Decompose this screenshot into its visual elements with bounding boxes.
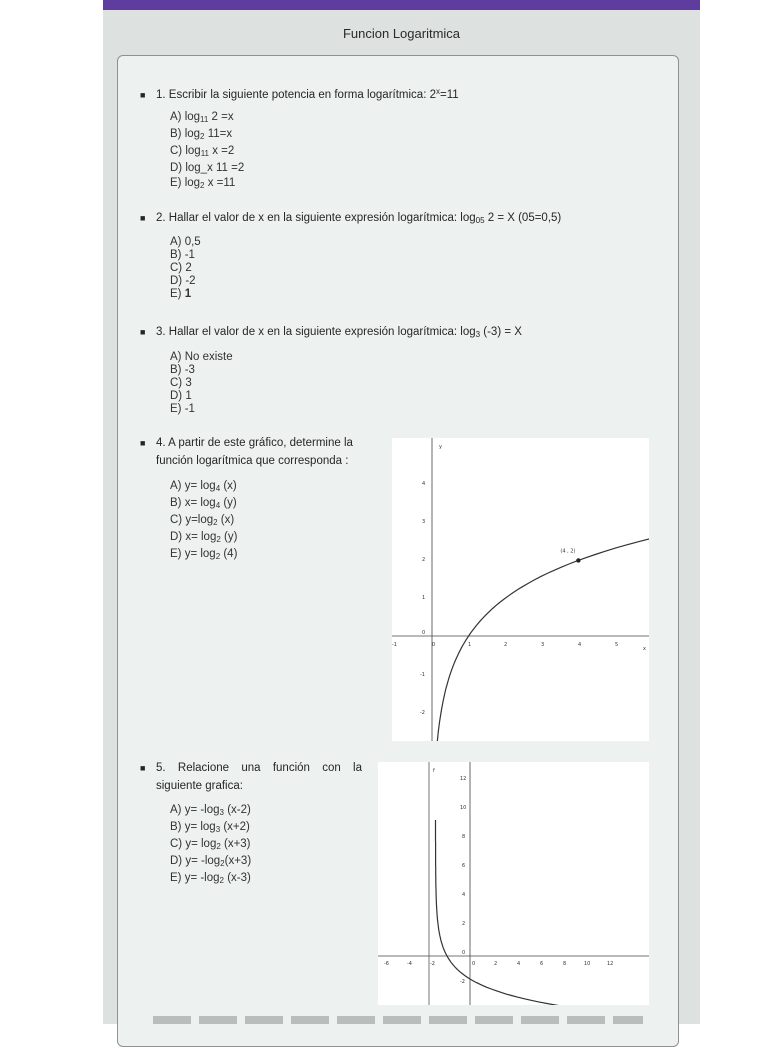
option-b[interactable]: B) $y= \log_3 (x+2)$ [170, 821, 250, 834]
x-tick: 2 [504, 642, 508, 648]
x-tick: 8 [563, 961, 567, 967]
x-tick: -4 [407, 961, 412, 967]
bullet-icon: ■ [140, 327, 146, 337]
x-tick: 4 [517, 961, 521, 967]
question-5 [140, 760, 363, 794]
question-card [117, 55, 679, 1047]
x-tick-labels [392, 642, 618, 648]
x-tick: 2 [494, 961, 498, 967]
x-tick: 4 [578, 642, 582, 648]
y-tick: 2 [422, 557, 426, 563]
question-tail: 2 = X (05=0,5) [484, 212, 562, 224]
graph-1 [392, 438, 649, 741]
y-tick: 12 [460, 776, 467, 782]
x-tick: 5 [615, 642, 619, 648]
y-tick: 1 [422, 595, 426, 601]
option-a[interactable]: A) $\log_{11} 2 =x$ [170, 111, 234, 124]
option-a[interactable]: A) No existe [170, 351, 233, 363]
log-base: 3 [475, 330, 481, 339]
option-e[interactable]: E) $y= \log_2 (4)$ [170, 548, 238, 561]
option-a[interactable]: A) $y= \log_4 (x)$ [170, 480, 237, 493]
x-axis-label: x [643, 646, 646, 652]
option-c[interactable]: C) $\log_{11} x =2$ [170, 145, 235, 158]
y-tick: 3 [422, 519, 426, 525]
y-tick-labels [420, 481, 425, 716]
question-tail: (-3) = X [480, 326, 522, 338]
x-tick: 0 [472, 961, 476, 967]
next-question-hint [153, 1016, 643, 1024]
option-e[interactable]: E) 1 [170, 288, 192, 300]
y-tick: -2 [460, 979, 465, 985]
question-text-line1: A partir de este gráfico, determine la [168, 437, 353, 449]
x-tick: 3 [541, 642, 545, 648]
log-curve [436, 820, 613, 1005]
x-tick-labels [384, 961, 613, 967]
option-c[interactable]: C) 2 [170, 262, 192, 274]
bullet-icon: ■ [140, 213, 146, 223]
y-tick-labels [460, 776, 466, 985]
question-1 [140, 87, 666, 103]
q3-options [170, 351, 233, 416]
log-base: 05 [475, 216, 485, 225]
bullet-icon: ■ [140, 438, 146, 448]
page-title: Funcion Logaritmica [342, 26, 461, 41]
question-tail: =11 [439, 89, 459, 101]
y-tick: 0 [422, 630, 426, 636]
y-tick: 8 [462, 834, 466, 840]
option-a[interactable]: A) $y= -\log_3$ (x-2) [170, 804, 251, 817]
question-text-line2: siguiente grafica: [156, 780, 243, 792]
top-accent-bar [103, 0, 700, 10]
question-text-line1: Relacione una función con la [177, 762, 363, 774]
q5-options [170, 804, 251, 885]
question-text: Hallar el valor de x en la siguiente expresión logarítmica: log [168, 326, 476, 338]
option-e[interactable]: E) $y= -\log_2$ (x-3) [170, 872, 251, 885]
option-a[interactable]: A) 0,5 [170, 236, 201, 248]
question-4 [140, 435, 376, 469]
option-e[interactable]: E) $\log_2 x =11$ [170, 177, 236, 190]
x-tick: 0 [432, 642, 436, 648]
option-c[interactable]: C) $y=\log_2$ (x) [170, 514, 235, 527]
x-tick: -2 [430, 961, 435, 967]
option-c[interactable]: C) 3 [170, 377, 192, 389]
question-2 [140, 210, 666, 226]
option-e[interactable]: E) -1 [170, 403, 195, 415]
graph-2 [378, 762, 649, 1005]
y-axis-label: f [433, 768, 435, 774]
question-number: 4. [156, 437, 166, 449]
option-d[interactable]: D) log_x 11 =2 [170, 162, 245, 174]
log-curve [435, 539, 649, 741]
exponent: x [435, 87, 440, 96]
y-tick: 4 [422, 481, 426, 487]
question-3 [140, 324, 666, 340]
option-b[interactable]: B) -1 [170, 249, 195, 261]
option-c[interactable]: C) $y= \log_2 (x+3)$ [170, 838, 251, 851]
x-tick: 1 [468, 642, 472, 648]
question-text: Escribir la siguiente potencia en forma logarítmica: 2 [168, 89, 436, 101]
y-tick: -1 [420, 672, 425, 678]
question-text-line2: función logarítmica que corresponda : [156, 455, 349, 467]
point-4-2 [576, 558, 580, 562]
y-axis-label: y [439, 444, 442, 450]
question-number: 3. [156, 326, 166, 338]
bullet-icon: ■ [140, 90, 146, 100]
y-tick: 10 [460, 805, 467, 811]
option-d[interactable]: D) -2 [170, 275, 196, 287]
question-number: 1. [156, 89, 166, 101]
x-tick: -6 [384, 961, 389, 967]
x-tick: 10 [584, 961, 591, 967]
x-tick: 6 [540, 961, 544, 967]
option-d[interactable]: D) 1 [170, 390, 192, 402]
y-tick: 4 [462, 892, 466, 898]
option-b[interactable]: B) $\log_2 11=x$ [170, 128, 233, 141]
point-label: (4 , 2) [560, 548, 576, 555]
q4-options [170, 480, 237, 561]
x-tick: 12 [607, 961, 614, 967]
option-b[interactable]: B) -3 [170, 364, 195, 376]
x-tick: -1 [392, 642, 397, 648]
y-tick: 2 [462, 921, 466, 927]
option-b[interactable]: B) $x= \log_4 (y)$ [170, 497, 237, 510]
option-d[interactable]: D) $y= -\log_2(x+3)$ [170, 855, 252, 868]
log-graph-1 [392, 438, 649, 741]
log-graph-2 [378, 762, 649, 1005]
q2-options [170, 236, 201, 301]
question-text: Hallar el valor de x en la siguiente expresión logarítmica: log [168, 212, 476, 224]
q1-options [170, 111, 244, 190]
question-number: 5. [156, 762, 166, 774]
y-tick: 0 [462, 950, 466, 956]
question-number: 2. [156, 212, 166, 224]
y-tick: -2 [420, 710, 425, 716]
option-d[interactable]: D) $x= \log_2 (y)$ [170, 531, 238, 544]
y-tick: 6 [462, 863, 466, 869]
bullet-icon: ■ [140, 763, 146, 773]
page [103, 0, 700, 1024]
